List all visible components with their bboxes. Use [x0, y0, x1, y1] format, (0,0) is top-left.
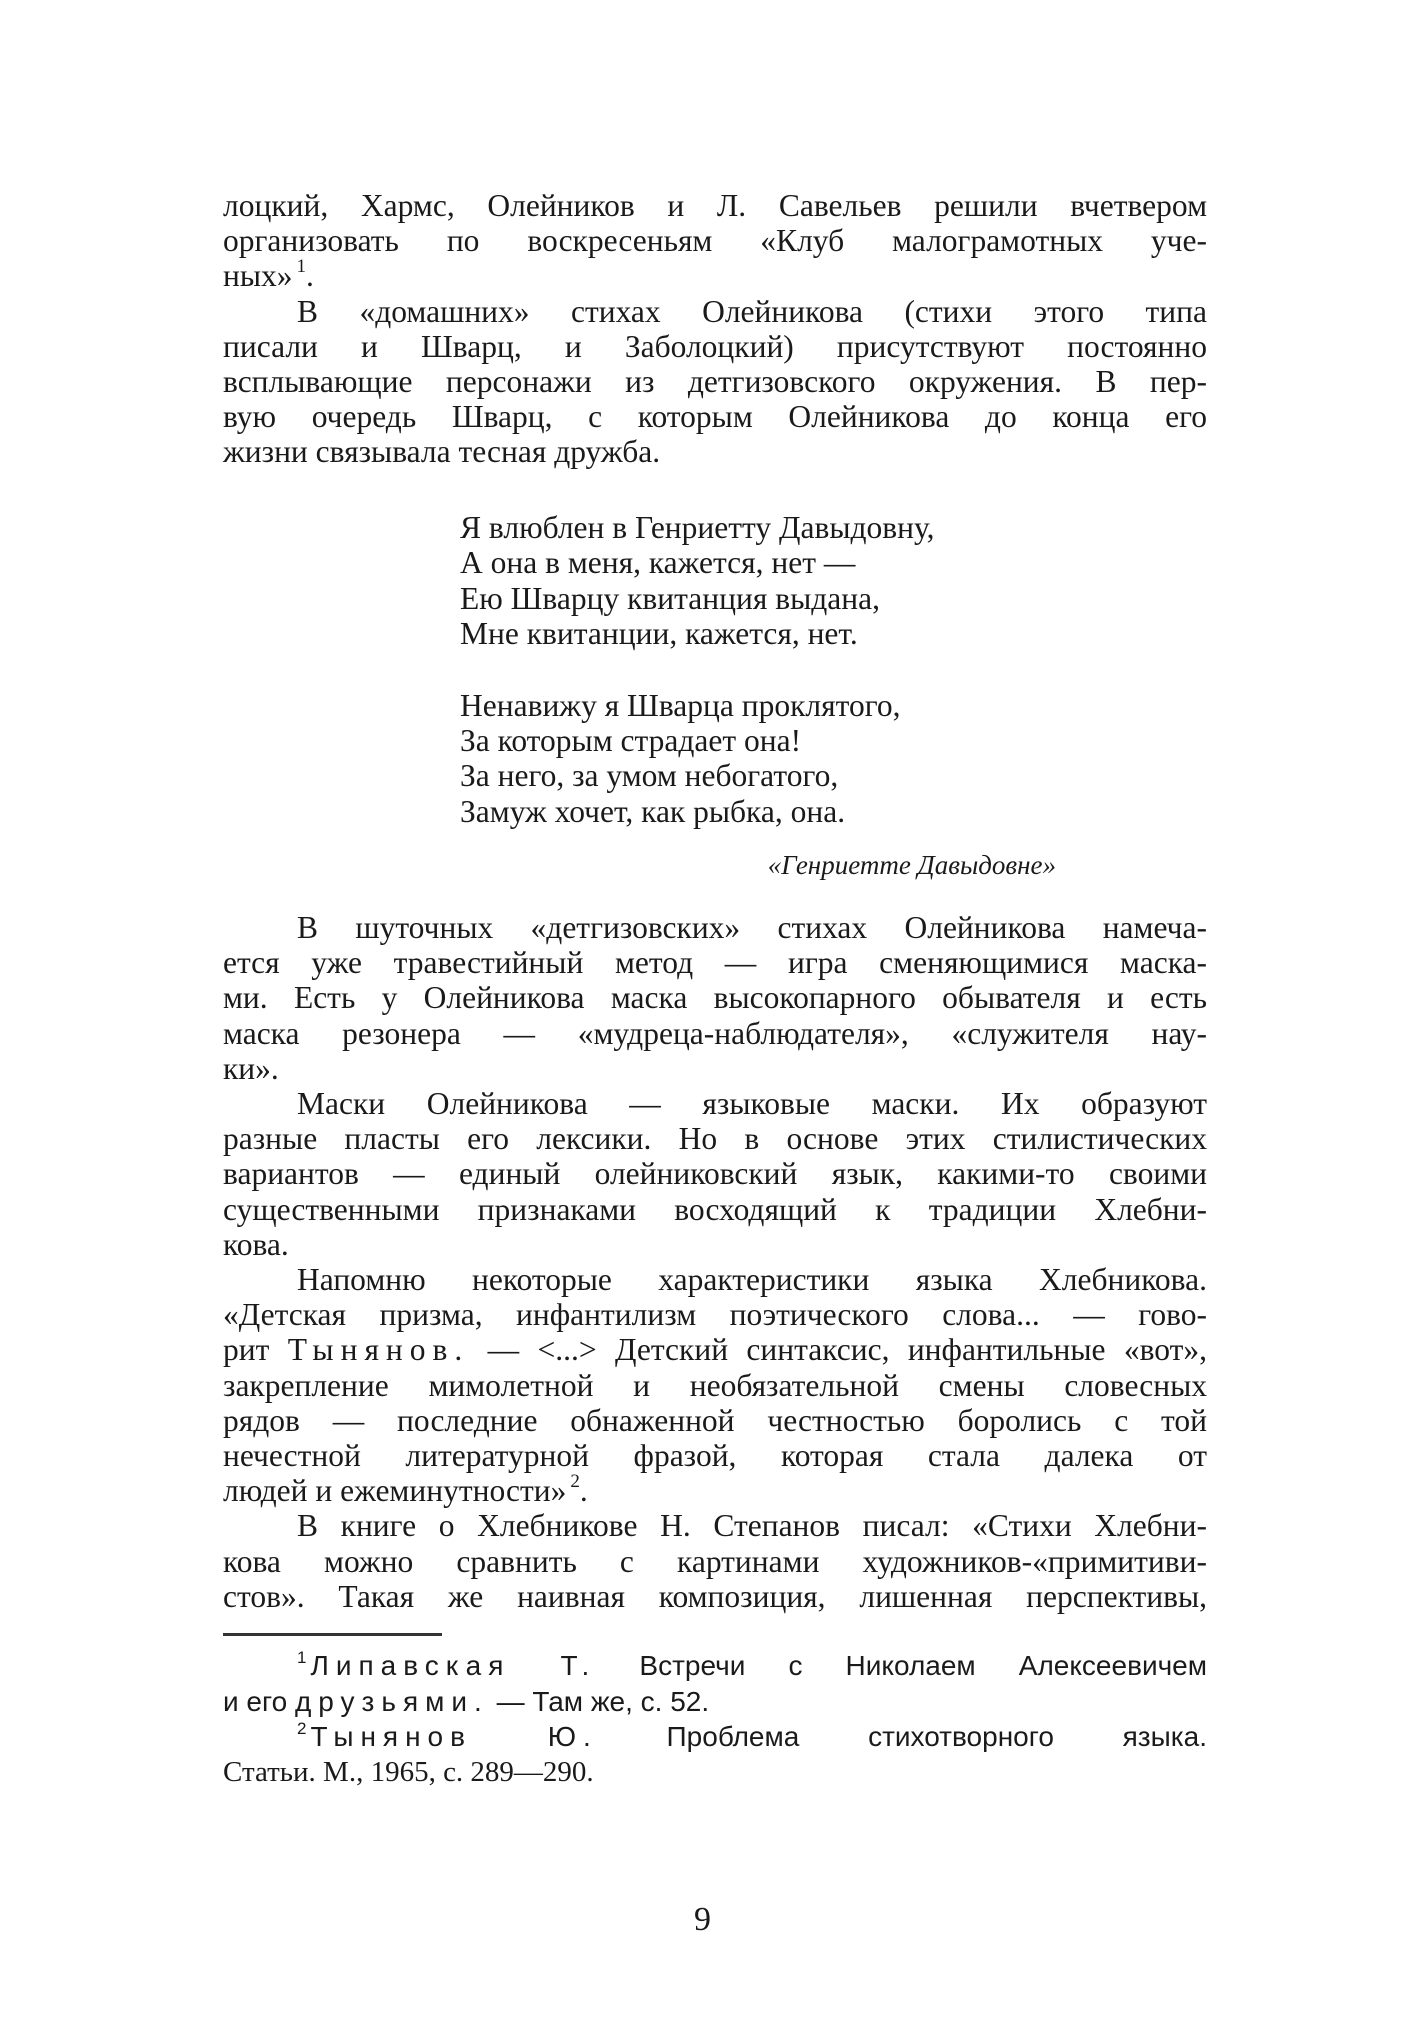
paragraph — [223, 1508, 1207, 1614]
poem — [460, 510, 934, 829]
footnote-text: Проблема стихотворного языка. — [597, 1721, 1207, 1752]
footnote-author: Липавская Т. — [310, 1650, 597, 1681]
page-number: 9 — [694, 1901, 711, 1938]
author-name: Тынянов. — [287, 1332, 470, 1368]
text-line: В «домашних» стихах Олейникова (стихи этого типа — [297, 293, 1207, 329]
footnote-number: 2 — [297, 1719, 307, 1738]
footnote-line — [223, 1648, 1207, 1684]
text-line: писали и Шварц, и Заболоцкий) присутствуют постоянно — [223, 328, 1207, 364]
text-line: вариантов — единый олейниковский язык, какими-то своими — [223, 1156, 1207, 1192]
text-line: стов». Такая же наивная композиция, лишенная перспективы, — [223, 1578, 1207, 1614]
poem-attribution: «Генриетте Давыдовне» — [767, 850, 1056, 880]
footnotes — [223, 1648, 1207, 1790]
poem-line: Ненавижу я Шварца проклятого, — [460, 687, 901, 723]
text-line: ми. Есть у Олейникова маска высокопарного обывателя и есть — [223, 980, 1207, 1016]
poem-line: За него, за умом небогатого, — [460, 758, 839, 794]
text-line: вую очередь Шварц, с которым Олейникова до конца его — [223, 399, 1207, 435]
text-line: кова можно сравнить с картинами художников-«примитиви- — [223, 1543, 1207, 1579]
footnote-line: Статьи. М., 1965, с. 289—290. — [223, 1755, 594, 1788]
text-line: рядов — последние обнаженной честностью боролись с той — [223, 1402, 1207, 1438]
poem-line: А она в меня, кажется, нет — — [460, 545, 856, 581]
footnote-text: и его — [223, 1685, 295, 1717]
body-text-top — [223, 188, 1207, 470]
text-line: существенными признаками восходящий к традиции Хлебни- — [223, 1191, 1207, 1227]
line-text: ных» — [223, 258, 293, 294]
text-line: В книге о Хлебникове Н. Степанов писал: «Стихи Хлебни- — [297, 1508, 1207, 1544]
paragraph — [223, 910, 1207, 1086]
text-line: кова. — [223, 1226, 289, 1262]
paragraph — [223, 188, 1207, 294]
line-text: — <...> Детский синтаксис, инфантильные «вот», — [469, 1332, 1208, 1368]
poem-line: За которым страдает она! — [460, 723, 802, 759]
text-line: Маски Олейникова — языковые маски. Их образуют — [297, 1086, 1207, 1122]
text-line: разные пласты его лексики. Но в основе этих стилистических — [223, 1121, 1207, 1157]
paragraph — [223, 1086, 1207, 1262]
text-line: закрепление мимолетной и необязательной смены словесных — [223, 1367, 1207, 1403]
footnote-ref[interactable]: 2 — [570, 1471, 580, 1493]
footnote — [223, 1719, 1207, 1790]
footnote — [223, 1648, 1207, 1719]
paragraph — [223, 1262, 1207, 1508]
text-line: организовать по воскресеньям «Клуб малограмотных уче- — [223, 223, 1207, 259]
text-line: маска резонера — «мудреца-наблюдателя», «служителя нау- — [223, 1015, 1207, 1051]
text-line: Напомню некоторые характеристики языка Хлебникова. — [297, 1262, 1207, 1298]
footnote-text-spaced: друзьями. — [294, 1685, 489, 1717]
text-line: ки». — [223, 1050, 279, 1086]
text-line: ется уже травестийный метод — игра сменяющимися маска- — [223, 945, 1207, 981]
text-line: В шуточных «детгизовских» стихах Олейникова намеча- — [297, 910, 1207, 945]
line-text: рит — [223, 1332, 288, 1368]
stanza-gap — [460, 652, 934, 688]
text-line: всплывающие персонажи из детгизовского окружения. В пер- — [223, 364, 1207, 400]
text-line — [223, 1473, 1207, 1508]
text-line: «Детская призма, инфантилизм поэтического слова... — гово- — [223, 1297, 1207, 1333]
footnote-author: Тынянов Ю. — [310, 1721, 598, 1752]
footnote-line — [223, 1684, 1207, 1720]
text-line — [223, 258, 1207, 293]
punctuation: . — [306, 258, 314, 294]
poem-line: Я влюблен в Генриетту Давыдовну, — [460, 510, 935, 545]
stanza — [460, 510, 934, 652]
footnote-text: Встречи с Николаем Алексеевичем — [596, 1650, 1208, 1681]
stanza — [460, 688, 934, 830]
footnote-number: 1 — [297, 1648, 307, 1667]
poem-line: Замуж хочет, как рыбка, она. — [460, 793, 846, 829]
poem-line: Ею Шварцу квитанция выдана, — [460, 580, 880, 616]
paragraph — [223, 294, 1207, 470]
footnote-line — [223, 1719, 1207, 1755]
body-text-bottom — [223, 910, 1207, 1614]
text-line: жизни связывала тесная дружба. — [223, 434, 661, 470]
footnote-ref[interactable]: 1 — [296, 256, 307, 278]
text-line: нечестной литературной фразой, которая стала далека от — [223, 1438, 1207, 1474]
footnote-divider — [223, 1633, 442, 1636]
text-line — [223, 1332, 1207, 1367]
punctuation: . — [579, 1473, 588, 1509]
footnote-text: — Там же, с. 52. — [488, 1685, 710, 1717]
text-line: лоцкий, Хармс, Олейников и Л. Савельев решили вчетвером — [223, 188, 1207, 223]
poem-line: Мне квитанции, кажется, нет. — [460, 616, 858, 652]
line-text: людей и ежеминутности» — [223, 1473, 567, 1509]
